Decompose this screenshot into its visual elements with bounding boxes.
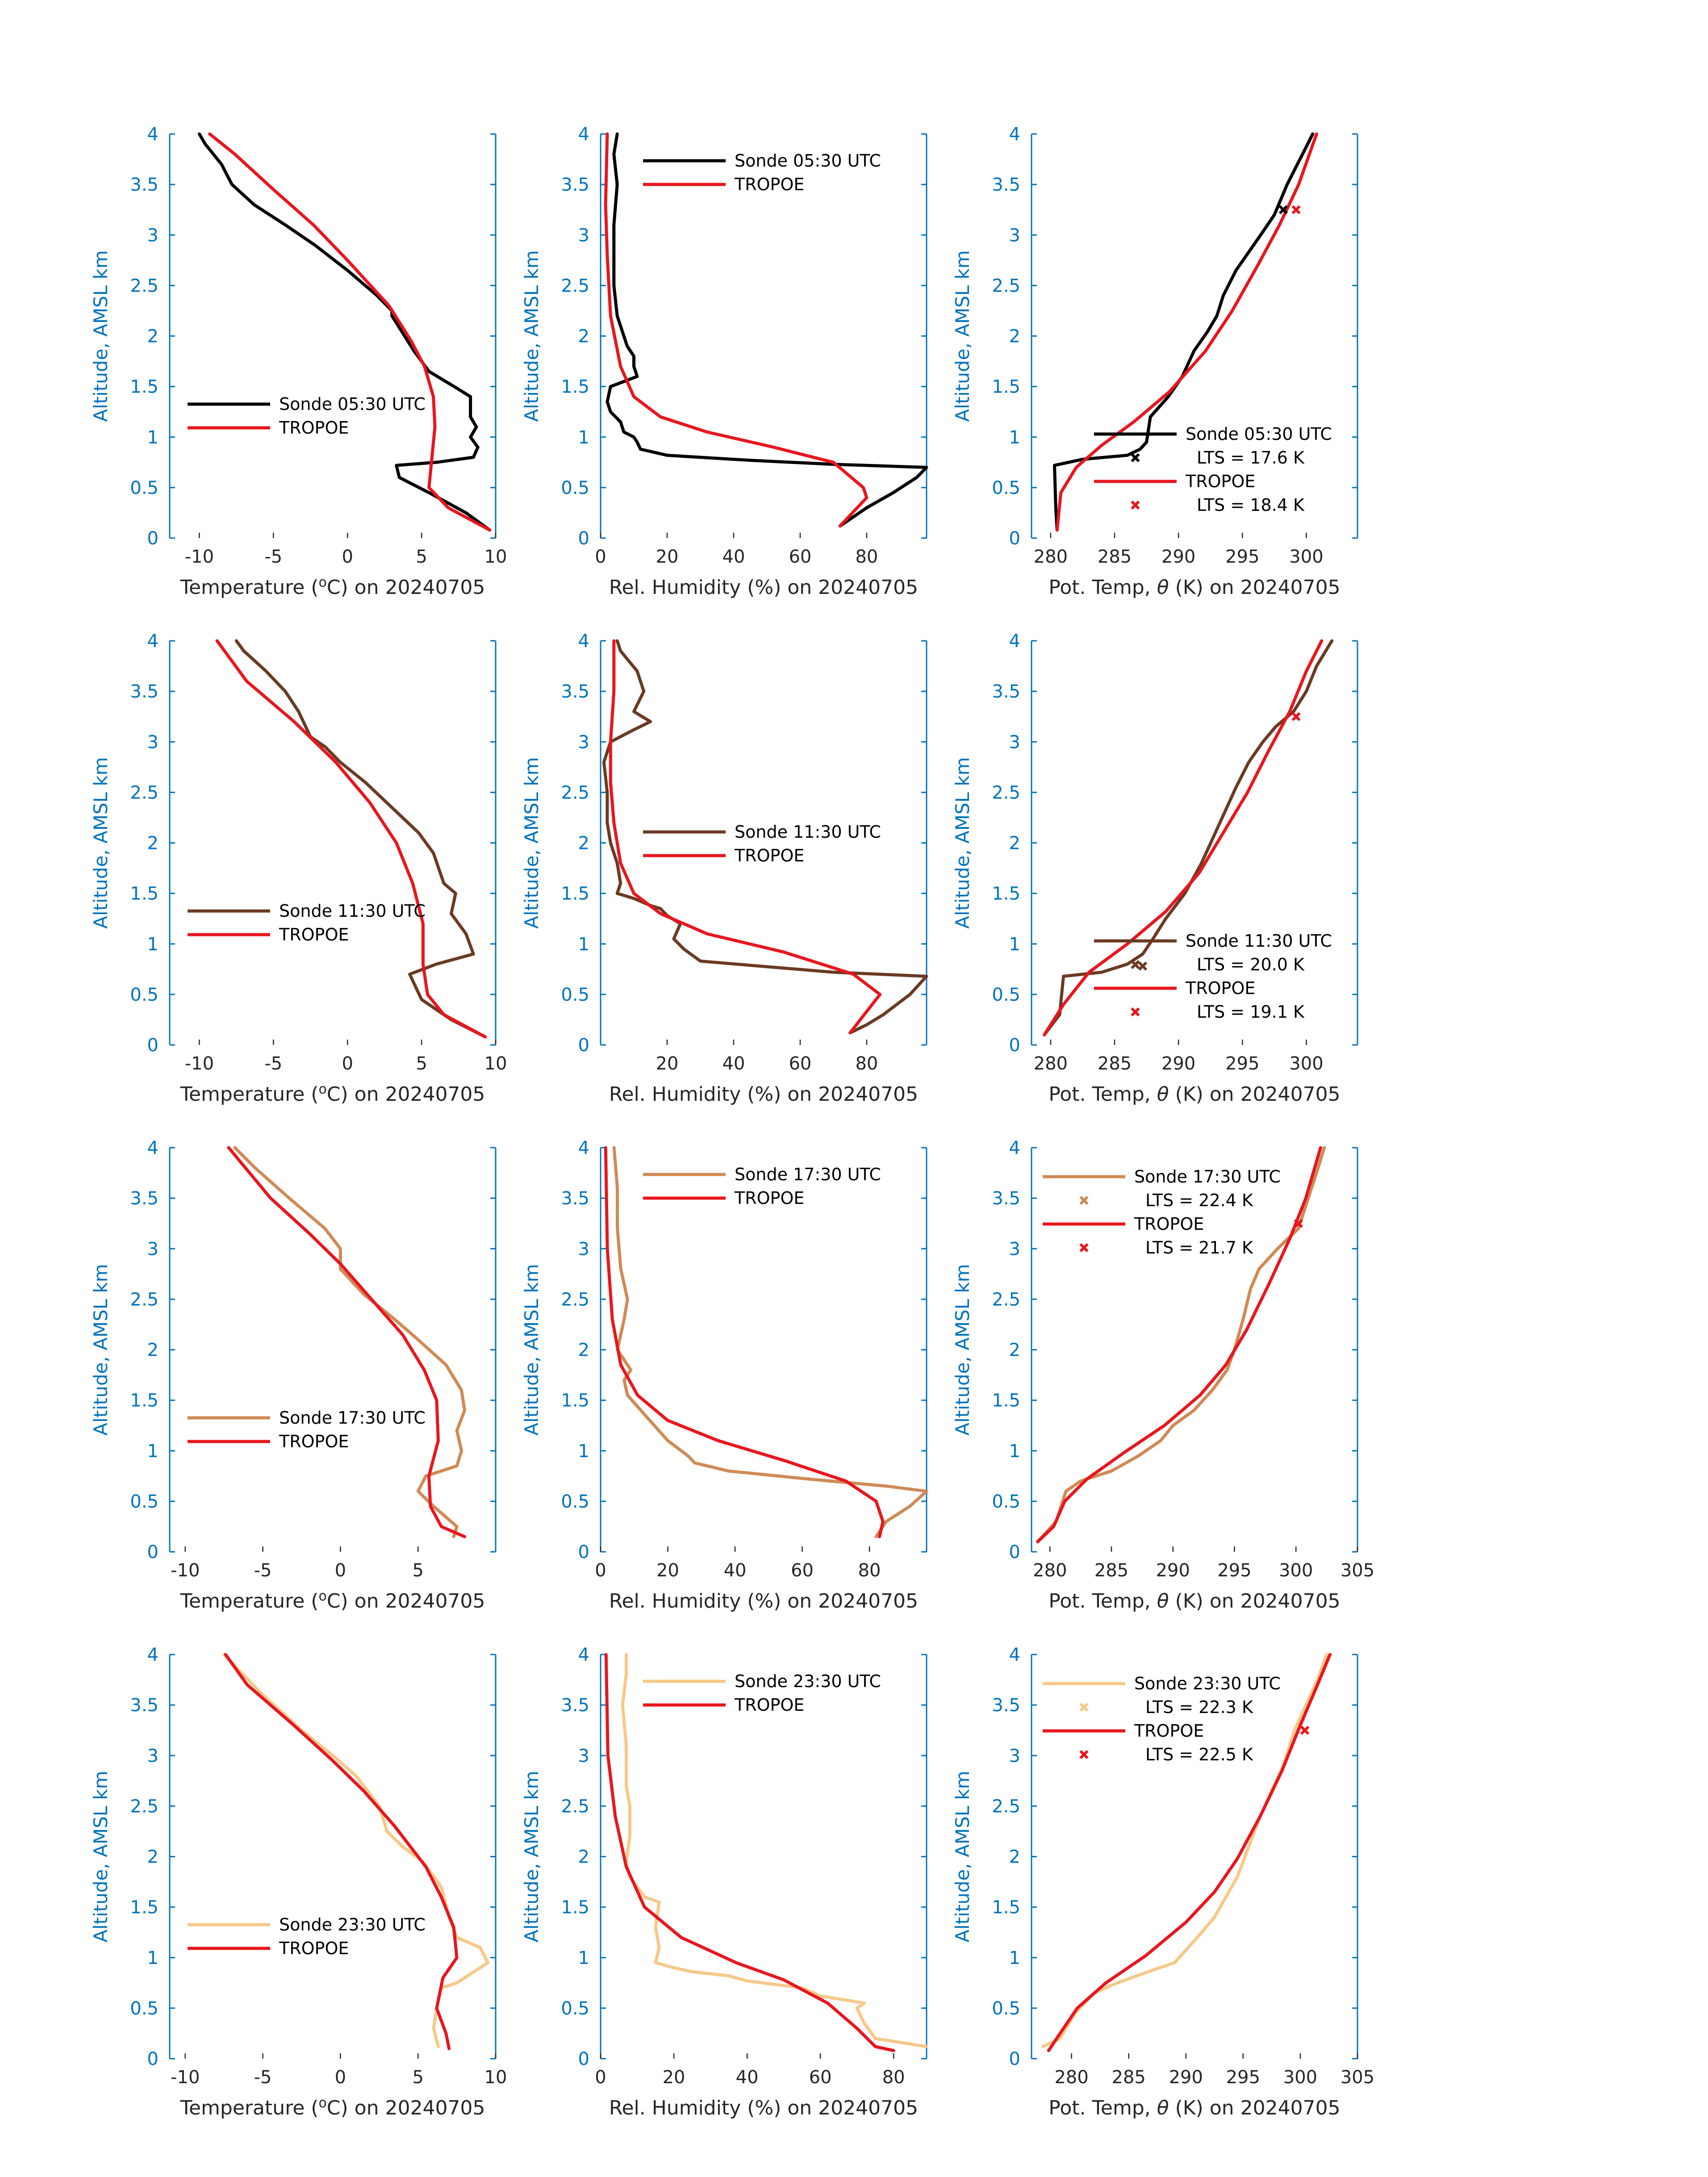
y-tick-label: 3 — [147, 1746, 159, 1767]
y-tick-label: 2 — [578, 1340, 589, 1361]
y-tick-label: 3.5 — [561, 1188, 589, 1209]
y-tick-label: 3 — [147, 732, 159, 753]
y-tick-label: 1.5 — [130, 1897, 159, 1918]
legend-label: LTS = 22.3 K — [1145, 1697, 1253, 1717]
x-tick-label: 20 — [656, 547, 679, 567]
y-tick-label: 2 — [578, 1847, 589, 1868]
legend-label: Sonde 17:30 UTC — [1134, 1167, 1281, 1187]
legend-label: TROPOE — [279, 1939, 349, 1958]
x-tick-label: 60 — [789, 1053, 812, 1074]
y-tick-label: 1.5 — [130, 883, 159, 904]
x-tick-label: 0 — [342, 547, 353, 567]
y-tick-label: 3.5 — [992, 175, 1020, 196]
x-tick-label: 80 — [855, 547, 878, 567]
x-tick-label: 285 — [1097, 547, 1132, 567]
y-tick-label: 2 — [1009, 1340, 1020, 1361]
x-axis-label: Temperature ($^o$C) on 20240705 — [180, 2095, 485, 2119]
y-tick-label: 0.5 — [130, 984, 159, 1005]
y-tick-label: 0.5 — [992, 1998, 1020, 2019]
x-tick-label: 10 — [484, 1053, 507, 1074]
y-tick-label: 4 — [578, 124, 589, 145]
legend-label: LTS = 20.0 K — [1197, 955, 1304, 974]
y-tick-label: 2.5 — [992, 1796, 1020, 1817]
x-tick-label: -5 — [254, 1560, 272, 1581]
y-tick-label: 4 — [1009, 1645, 1020, 1665]
y-tick-label: 1.5 — [561, 883, 589, 904]
y-tick-label: 3.5 — [992, 1695, 1020, 1716]
x-tick-label: 60 — [789, 547, 812, 567]
y-tick-label: 3 — [578, 732, 589, 753]
x-tick-label: 40 — [722, 1053, 745, 1074]
y-tick-label: 0 — [1009, 1542, 1020, 1563]
y-tick-label: 2 — [1009, 833, 1020, 854]
y-tick-label: 4 — [1009, 631, 1020, 652]
y-tick-label: 1.5 — [992, 376, 1020, 397]
x-tick-label: 295 — [1225, 1053, 1260, 1074]
y-tick-label: 4 — [578, 1645, 589, 1665]
y-tick-label: 3 — [578, 225, 589, 246]
x-tick-label: -5 — [254, 2067, 272, 2088]
y-tick-label: 0.5 — [992, 984, 1020, 1005]
y-axis-label: Altitude, AMSL km — [90, 757, 112, 929]
y-tick-label: 2.5 — [992, 276, 1020, 297]
y-tick-label: 1 — [1009, 1947, 1020, 1968]
x-tick-label: 0 — [595, 2067, 606, 2088]
y-tick-label: 0 — [1009, 2049, 1020, 2069]
x-tick-label: 280 — [1054, 2067, 1089, 2088]
y-axis-label: Altitude, AMSL km — [952, 250, 973, 422]
legend-label: Sonde 05:30 UTC — [279, 394, 426, 414]
x-axis-label: Pot. Temp, θ (K) on 20240705 — [1048, 2097, 1341, 2119]
y-tick-label: 0.5 — [561, 1491, 589, 1512]
y-tick-label: 0.5 — [130, 477, 159, 498]
y-tick-label: 2.5 — [130, 782, 159, 803]
y-tick-label: 0 — [578, 528, 589, 549]
y-tick-label: 3 — [1009, 225, 1020, 246]
x-tick-label: 300 — [1289, 547, 1324, 567]
y-tick-label: 2 — [578, 833, 589, 854]
y-tick-label: 0.5 — [561, 984, 589, 1005]
y-tick-label: 1.5 — [561, 1897, 589, 1918]
y-tick-label: 0 — [147, 2049, 159, 2069]
y-tick-label: 0.5 — [992, 1491, 1020, 1512]
y-tick-label: 3 — [1009, 1239, 1020, 1260]
x-axis-label: Rel. Humidity (%) on 20240705 — [609, 2097, 919, 2119]
y-axis-label: Altitude, AMSL km — [521, 757, 543, 929]
y-tick-label: 3 — [147, 1239, 159, 1260]
y-tick-label: 0.5 — [130, 1491, 159, 1512]
x-tick-label: 280 — [1033, 1053, 1068, 1074]
legend-label: TROPOE — [735, 846, 805, 865]
legend-label: Sonde 17:30 UTC — [735, 1165, 881, 1184]
x-tick-label: 290 — [1156, 1560, 1190, 1581]
x-tick-label: 80 — [882, 2067, 905, 2088]
y-tick-label: 0 — [578, 2049, 589, 2069]
x-tick-label: 300 — [1289, 1053, 1324, 1074]
y-tick-label: 3.5 — [130, 175, 159, 196]
y-tick-label: 3.5 — [130, 1188, 159, 1209]
y-tick-label: 0 — [147, 1035, 159, 1056]
y-tick-label: 1 — [1009, 427, 1020, 448]
y-tick-label: 0 — [147, 528, 159, 549]
y-tick-label: 1 — [1009, 1441, 1020, 1462]
y-tick-label: 4 — [578, 1138, 589, 1158]
legend-label: Sonde 11:30 UTC — [735, 822, 881, 842]
legend-label: TROPOE — [1186, 472, 1256, 491]
x-tick-label: 5 — [412, 2067, 424, 2088]
x-tick-label: 80 — [855, 1053, 878, 1074]
x-tick-label: -10 — [184, 1053, 214, 1074]
y-tick-label: 2.5 — [130, 276, 159, 297]
y-tick-label: 3.5 — [561, 175, 589, 196]
legend-label: TROPOE — [735, 1188, 805, 1208]
y-tick-label: 1 — [578, 1947, 589, 1968]
legend-label: LTS = 18.4 K — [1197, 495, 1304, 515]
y-tick-label: 2.5 — [992, 1289, 1020, 1310]
y-tick-label: 3.5 — [130, 681, 159, 702]
x-axis-label: Temperature ($^o$C) on 20240705 — [180, 1082, 485, 1106]
y-tick-label: 4 — [147, 631, 159, 652]
x-tick-label: 295 — [1217, 1560, 1252, 1581]
y-tick-label: 4 — [1009, 1138, 1020, 1158]
legend-label: Sonde 05:30 UTC — [735, 151, 881, 171]
y-tick-label: 2.5 — [561, 276, 589, 297]
x-tick-label: 60 — [791, 1560, 814, 1581]
y-tick-label: 1 — [147, 934, 159, 955]
y-tick-label: 4 — [147, 124, 159, 145]
legend-label: Sonde 23:30 UTC — [735, 1671, 881, 1691]
x-tick-label: -5 — [264, 1053, 283, 1074]
x-tick-label: 60 — [809, 2067, 832, 2088]
x-tick-label: 300 — [1279, 1560, 1313, 1581]
y-axis-label: Altitude, AMSL km — [90, 1264, 112, 1436]
x-tick-label: 20 — [656, 1560, 679, 1581]
y-tick-label: 1.5 — [992, 883, 1020, 904]
y-tick-label: 0 — [147, 1542, 159, 1563]
y-tick-label: 1.5 — [992, 1390, 1020, 1411]
y-tick-label: 1 — [1009, 934, 1020, 955]
x-tick-label: 5 — [412, 1560, 424, 1581]
x-tick-label: 40 — [735, 2067, 759, 2088]
legend-label: TROPOE — [1134, 1721, 1204, 1741]
y-tick-label: 3 — [147, 225, 159, 246]
y-tick-label: 2.5 — [130, 1796, 159, 1817]
y-tick-label: 1 — [147, 1947, 159, 1968]
x-tick-label: -5 — [264, 547, 283, 567]
x-tick-label: 280 — [1033, 1560, 1067, 1581]
legend-label: TROPOE — [279, 925, 349, 944]
legend-label: Sonde 17:30 UTC — [279, 1408, 426, 1428]
x-tick-label: 290 — [1169, 2067, 1203, 2088]
y-tick-label: 2 — [147, 1847, 159, 1868]
y-tick-label: 3.5 — [992, 681, 1020, 702]
legend-label: LTS = 22.4 K — [1145, 1191, 1253, 1210]
legend-label: Sonde 23:30 UTC — [1134, 1674, 1281, 1693]
y-tick-label: 4 — [578, 631, 589, 652]
legend-label: Sonde 05:30 UTC — [1186, 424, 1332, 444]
y-axis-label: Altitude, AMSL km — [521, 250, 543, 422]
x-tick-label: 280 — [1033, 547, 1068, 567]
y-tick-label: 4 — [147, 1645, 159, 1665]
y-axis-label: Altitude, AMSL km — [521, 1264, 543, 1436]
y-tick-label: 0.5 — [992, 477, 1020, 498]
y-tick-label: 3 — [1009, 1746, 1020, 1767]
y-tick-label: 0 — [1009, 528, 1020, 549]
y-tick-label: 3.5 — [992, 1188, 1020, 1209]
x-tick-label: 0 — [595, 1560, 606, 1581]
legend-label: LTS = 22.5 K — [1145, 1745, 1253, 1764]
y-tick-label: 2.5 — [561, 1796, 589, 1817]
x-tick-label: 40 — [723, 1560, 747, 1581]
x-tick-label: 5 — [416, 547, 427, 567]
x-axis-label: Pot. Temp, θ (K) on 20240705 — [1048, 576, 1341, 599]
x-tick-label: 285 — [1094, 1560, 1129, 1581]
y-tick-label: 1.5 — [130, 376, 159, 397]
x-tick-label: -10 — [171, 2067, 200, 2088]
x-tick-label: 10 — [484, 2067, 507, 2088]
y-tick-label: 2.5 — [130, 1289, 159, 1310]
x-tick-label: 0 — [334, 2067, 347, 2088]
legend-label: TROPOE — [279, 1432, 349, 1451]
y-tick-label: 1 — [147, 427, 159, 448]
y-tick-label: 1 — [578, 427, 589, 448]
x-tick-label: 0 — [595, 547, 606, 567]
y-tick-label: 0 — [1009, 1035, 1020, 1056]
y-tick-label: 2 — [578, 326, 589, 347]
legend-label: TROPOE — [1186, 978, 1256, 998]
y-tick-label: 1.5 — [561, 376, 589, 397]
x-tick-label: -10 — [171, 1560, 200, 1581]
y-tick-label: 1.5 — [992, 1897, 1020, 1918]
y-tick-label: 3 — [578, 1239, 589, 1260]
x-tick-label: 0 — [334, 1560, 347, 1581]
legend-label: LTS = 21.7 K — [1145, 1238, 1253, 1258]
y-tick-label: 3.5 — [561, 681, 589, 702]
y-tick-label: 2.5 — [561, 1289, 589, 1310]
x-tick-label: 20 — [662, 2067, 685, 2088]
y-axis-label: Altitude, AMSL km — [521, 1771, 543, 1943]
y-tick-label: 3.5 — [130, 1695, 159, 1716]
x-axis-label: Rel. Humidity (%) on 20240705 — [609, 576, 919, 599]
legend-label: TROPOE — [735, 175, 805, 194]
y-tick-label: 0.5 — [561, 1998, 589, 2019]
y-axis-label: Altitude, AMSL km — [90, 1771, 112, 1943]
legend-label: Sonde 23:30 UTC — [279, 1915, 426, 1935]
legend-label: Sonde 11:30 UTC — [1186, 931, 1332, 951]
y-tick-label: 2.5 — [561, 782, 589, 803]
x-axis-label: Temperature ($^o$C) on 20240705 — [180, 1588, 485, 1613]
y-tick-label: 2 — [1009, 1847, 1020, 1868]
x-tick-label: 295 — [1225, 547, 1260, 567]
legend-label: LTS = 17.6 K — [1197, 448, 1304, 468]
y-axis-label: Altitude, AMSL km — [952, 1264, 973, 1436]
legend-label: Sonde 11:30 UTC — [279, 901, 426, 921]
y-tick-label: 1 — [578, 1441, 589, 1462]
y-tick-label: 4 — [1009, 124, 1020, 145]
x-axis-label: Rel. Humidity (%) on 20240705 — [609, 1083, 919, 1106]
y-axis-label: Altitude, AMSL km — [90, 250, 112, 422]
x-tick-label: 80 — [858, 1560, 881, 1581]
x-tick-label: 285 — [1097, 1053, 1132, 1074]
x-axis-label: Pot. Temp, θ (K) on 20240705 — [1048, 1590, 1341, 1613]
y-tick-label: 2 — [147, 326, 159, 347]
y-tick-label: 2 — [147, 1340, 159, 1361]
y-tick-label: 1 — [147, 1441, 159, 1462]
x-tick-label: 5 — [416, 1053, 427, 1074]
x-axis-label: Pot. Temp, θ (K) on 20240705 — [1048, 1083, 1341, 1106]
x-tick-label: 295 — [1226, 2067, 1261, 2088]
y-tick-label: 3 — [1009, 732, 1020, 753]
y-tick-label: 0 — [578, 1542, 589, 1563]
x-tick-label: 40 — [722, 547, 745, 567]
x-tick-label: 290 — [1161, 547, 1196, 567]
x-tick-label: -10 — [184, 547, 214, 567]
x-tick-label: 300 — [1283, 2067, 1318, 2088]
legend-label: TROPOE — [1134, 1214, 1204, 1234]
legend-label: TROPOE — [735, 1695, 805, 1715]
y-tick-label: 1.5 — [561, 1390, 589, 1411]
x-axis-label: Temperature ($^o$C) on 20240705 — [180, 575, 485, 599]
x-tick-label: 305 — [1340, 1560, 1375, 1581]
y-tick-label: 2 — [1009, 326, 1020, 347]
y-tick-label: 3.5 — [561, 1695, 589, 1716]
x-tick-label: 20 — [656, 1053, 679, 1074]
x-tick-label: 10 — [484, 547, 507, 567]
legend-label: LTS = 19.1 K — [1197, 1002, 1304, 1022]
y-axis-label: Altitude, AMSL km — [952, 757, 973, 929]
x-axis-label: Rel. Humidity (%) on 20240705 — [609, 1590, 919, 1613]
y-tick-label: 0.5 — [561, 477, 589, 498]
y-tick-label: 2.5 — [992, 782, 1020, 803]
legend-label: TROPOE — [279, 418, 349, 438]
y-tick-label: 4 — [147, 1138, 159, 1158]
y-tick-label: 2 — [147, 833, 159, 854]
y-axis-label: Altitude, AMSL km — [952, 1771, 973, 1943]
y-tick-label: 1 — [578, 934, 589, 955]
x-tick-label: 0 — [342, 1053, 353, 1074]
x-tick-label: 290 — [1161, 1053, 1196, 1074]
y-tick-label: 1.5 — [130, 1390, 159, 1411]
y-tick-label: 3 — [578, 1746, 589, 1767]
x-tick-label: 285 — [1111, 2067, 1146, 2088]
y-tick-label: 0 — [578, 1035, 589, 1056]
x-tick-label: 305 — [1340, 2067, 1375, 2088]
y-tick-label: 0.5 — [130, 1998, 159, 2019]
